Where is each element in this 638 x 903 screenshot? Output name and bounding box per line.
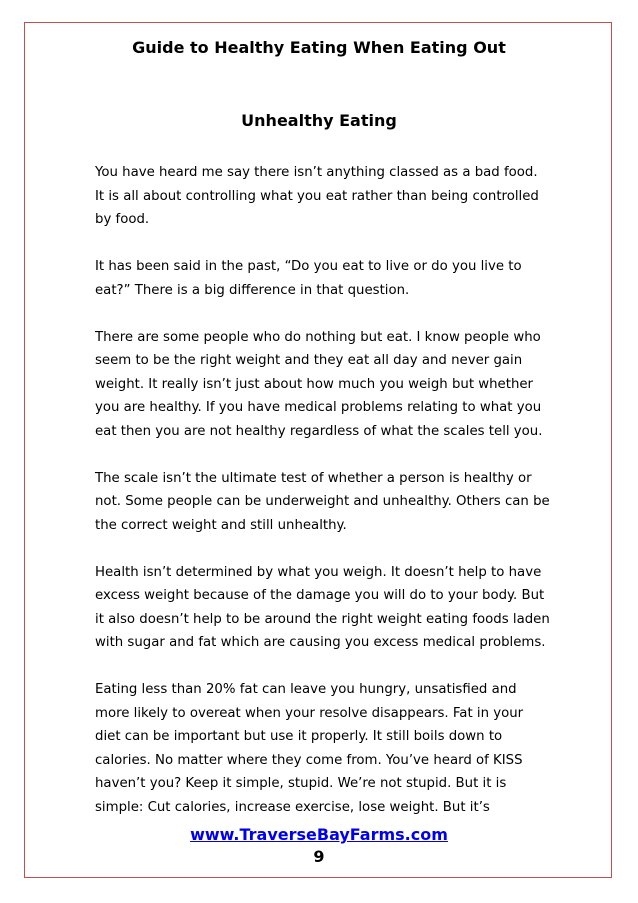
text-line: by food. [95,212,150,227]
paragraph [95,561,550,655]
text-line: You have heard me say there isn’t anything classed as a bad food. [95,165,538,180]
paragraph [95,161,545,232]
text-line: the correct weight and still unhealthy. [95,517,347,533]
text-line: not. Some people can be underweight and unhealthy. Others can be [95,494,550,509]
paragraph [95,255,545,302]
text-line: eat?” There is a big difference in that question. [95,282,410,298]
paragraph [95,678,545,819]
text-line: Eating less than 20% fat can leave you hungry, unsatisfied and [95,682,517,697]
text-line: you are healthy. If you have medical problems relating to what you [95,400,542,415]
text-line: weight. It really isn’t just about how much you weigh but whether [95,376,534,392]
document-header-title: Guide to Healthy Eating When Eating Out [132,38,506,57]
section-title: Unhealthy Eating [241,111,397,130]
text-line: excess weight because of the damage you will do to your body. But [95,588,545,603]
text-line: The scale isn’t the ultimate test of whether a person is healthy or [95,470,532,486]
footer-website-link[interactable]: www.TraverseBayFarms.com [190,825,448,844]
text-line: it also doesn’t help to be around the right weight eating foods laden [95,611,550,627]
text-line: Health isn’t determined by what you weigh. It doesn’t help to have [95,564,542,580]
text-line: haven’t you? Keep it simple, stupid. We’re not stupid. But it is [95,776,507,791]
page-number: 9 [313,847,325,866]
paragraph [95,326,545,444]
text-line: more likely to overeat when your resolve disappears. Fat in your [95,705,524,721]
body-text [95,161,550,843]
text-line: eat then you are not healthy regardless of what the scales tell you. [95,423,543,439]
text-line: simple: Cut calories, increase exercise, lose weight. But it’s [95,799,490,815]
text-line: It is all about controlling what you eat rather than being controlled [95,188,539,204]
text-line: diet can be important but use it properly. It still boils down to [95,729,503,744]
text-line: calories. No matter where they come from. You’ve heard of KISS [95,752,523,768]
text-line: It has been said in the past, “Do you eat to live or do you live to [95,259,522,274]
text-line: seem to be the right weight and they eat all day and never gain [95,353,523,368]
text-line: with sugar and fat which are causing you excess medical problems. [95,635,546,650]
text-line: There are some people who do nothing but eat. I know people who [95,329,541,345]
paragraph [95,467,550,538]
